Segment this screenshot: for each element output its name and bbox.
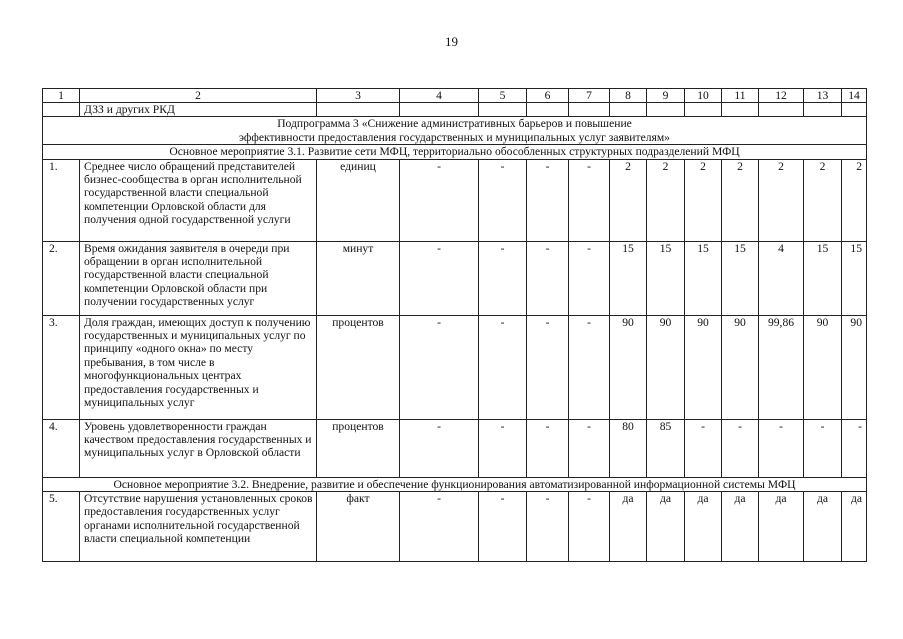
header-row <box>43 89 867 103</box>
value-cell: - <box>804 419 842 477</box>
value-cell: да <box>647 492 685 562</box>
row-number: 1. <box>43 159 80 241</box>
value-cell: 15 <box>647 241 685 315</box>
value-cell: - <box>527 419 569 477</box>
value-cell: 90 <box>804 315 842 419</box>
header-cell: 1 <box>43 89 80 103</box>
value-cell: 90 <box>610 315 647 419</box>
unit-cell: процентов <box>317 419 400 477</box>
value-cell: 2 <box>685 159 722 241</box>
value-cell: 15 <box>804 241 842 315</box>
value-cell: да <box>722 492 759 562</box>
header-cell: 10 <box>685 89 722 103</box>
value-cell: - <box>479 315 527 419</box>
subprogram-title <box>43 117 867 145</box>
value-cell: - <box>527 315 569 419</box>
unit-cell: минут <box>317 241 400 315</box>
value-cell: - <box>569 315 610 419</box>
value-cell: - <box>479 419 527 477</box>
header-cell: 9 <box>647 89 685 103</box>
header-cell: 8 <box>610 89 647 103</box>
value-cell: - <box>842 419 867 477</box>
measure-title: Основное мероприятие 3.1. Развитие сети МФЦ, территориально обособленных структурных подразделений МФЦ <box>43 145 867 159</box>
value-cell: - <box>400 315 479 419</box>
value-cell: - <box>400 241 479 315</box>
continued-row <box>43 103 867 117</box>
value-cell: - <box>722 419 759 477</box>
value-cell: - <box>479 492 527 562</box>
value-cell: 90 <box>685 315 722 419</box>
value-cell: 85 <box>647 419 685 477</box>
value-cell: - <box>400 159 479 241</box>
header-cell: 12 <box>759 89 804 103</box>
value-cell: да <box>685 492 722 562</box>
table-row <box>43 492 867 562</box>
indicator-name: Доля граждан, имеющих доступ к получению государственных и муниципальных услуг по принципу «одного окна» по месту пребывания, в том числе в многофункциональных центрах предоставления государственных и муниципальных услуг <box>80 315 317 419</box>
value-cell: 2 <box>647 159 685 241</box>
value-cell: - <box>759 419 804 477</box>
value-cell: 2 <box>759 159 804 241</box>
unit-cell: единиц <box>317 159 400 241</box>
value-cell: 15 <box>685 241 722 315</box>
value-cell: - <box>527 159 569 241</box>
value-cell: - <box>479 241 527 315</box>
value-cell: 2 <box>610 159 647 241</box>
indicator-name: Среднее число обращений представителей бизнес-сообщества в орган исполнительной государственной власти специальной компетенции Орловской области для получения одной государственной услуги <box>80 159 317 241</box>
row-number: 5. <box>43 492 80 562</box>
header-cell: 13 <box>804 89 842 103</box>
value-cell: 15 <box>610 241 647 315</box>
value-cell: 2 <box>842 159 867 241</box>
header-cell: 2 <box>80 89 317 103</box>
value-cell: 2 <box>804 159 842 241</box>
value-cell: - <box>527 241 569 315</box>
value-cell: - <box>569 419 610 477</box>
subprogram-row <box>43 117 867 145</box>
header-cell: 7 <box>569 89 610 103</box>
value-cell: да <box>804 492 842 562</box>
value-cell: - <box>569 241 610 315</box>
unit-cell: факт <box>317 492 400 562</box>
value-cell: - <box>400 492 479 562</box>
measure-row <box>43 477 867 491</box>
value-cell: - <box>569 492 610 562</box>
value-cell: 99,86 <box>759 315 804 419</box>
header-cell: 14 <box>842 89 867 103</box>
row-number: 3. <box>43 315 80 419</box>
value-cell: 80 <box>610 419 647 477</box>
value-cell: - <box>479 159 527 241</box>
subprogram-line-1: Подпрограмма 3 «Снижение административных барьеров и повышение <box>277 117 632 131</box>
row-number: 2. <box>43 241 80 315</box>
value-cell: да <box>610 492 647 562</box>
table-row <box>43 159 867 241</box>
row-number: 4. <box>43 419 80 477</box>
header-cell: 11 <box>722 89 759 103</box>
value-cell: 15 <box>842 241 867 315</box>
header-cell: 3 <box>317 89 400 103</box>
value-cell: да <box>842 492 867 562</box>
value-cell: - <box>400 419 479 477</box>
value-cell: 90 <box>722 315 759 419</box>
value-cell: 90 <box>647 315 685 419</box>
indicator-name: Уровень удовлетворенности граждан качеством предоставления государственных и муниципальных услуг в Орловской области <box>80 419 317 477</box>
value-cell: 15 <box>722 241 759 315</box>
unit-cell: процентов <box>317 315 400 419</box>
value-cell: 90 <box>842 315 867 419</box>
header-cell: 5 <box>479 89 527 103</box>
measure-row <box>43 145 867 159</box>
indicator-name: Время ожидания заявителя в очереди при обращении в орган исполнительной государственной власти специальной компетенции Орловской области при получении государственных услуг <box>80 241 317 315</box>
table-row <box>43 315 867 419</box>
value-cell: - <box>527 492 569 562</box>
value-cell: - <box>685 419 722 477</box>
header-cell: 4 <box>400 89 479 103</box>
value-cell: 2 <box>722 159 759 241</box>
continued-row-text: ДЗЗ и других РКД <box>80 103 317 117</box>
value-cell: - <box>569 159 610 241</box>
table-row <box>43 241 867 315</box>
indicator-name: Отсутствие нарушения установленных сроков предоставления государственных услуг органами исполнительной государственной власти специальной компетенции <box>80 492 317 562</box>
page-number: 19 <box>445 34 458 49</box>
header-cell: 6 <box>527 89 569 103</box>
table-row <box>43 419 867 477</box>
subprogram-line-2: эффективности предоставления государственных и муниципальных услуг заявителям» <box>239 130 670 144</box>
value-cell: 4 <box>759 241 804 315</box>
measure-title: Основное мероприятие 3.2. Внедрение, развитие и обеспечение функционирования автоматизированной информационной системы МФЦ <box>43 477 867 491</box>
indicators-table <box>42 88 867 562</box>
value-cell: да <box>759 492 804 562</box>
